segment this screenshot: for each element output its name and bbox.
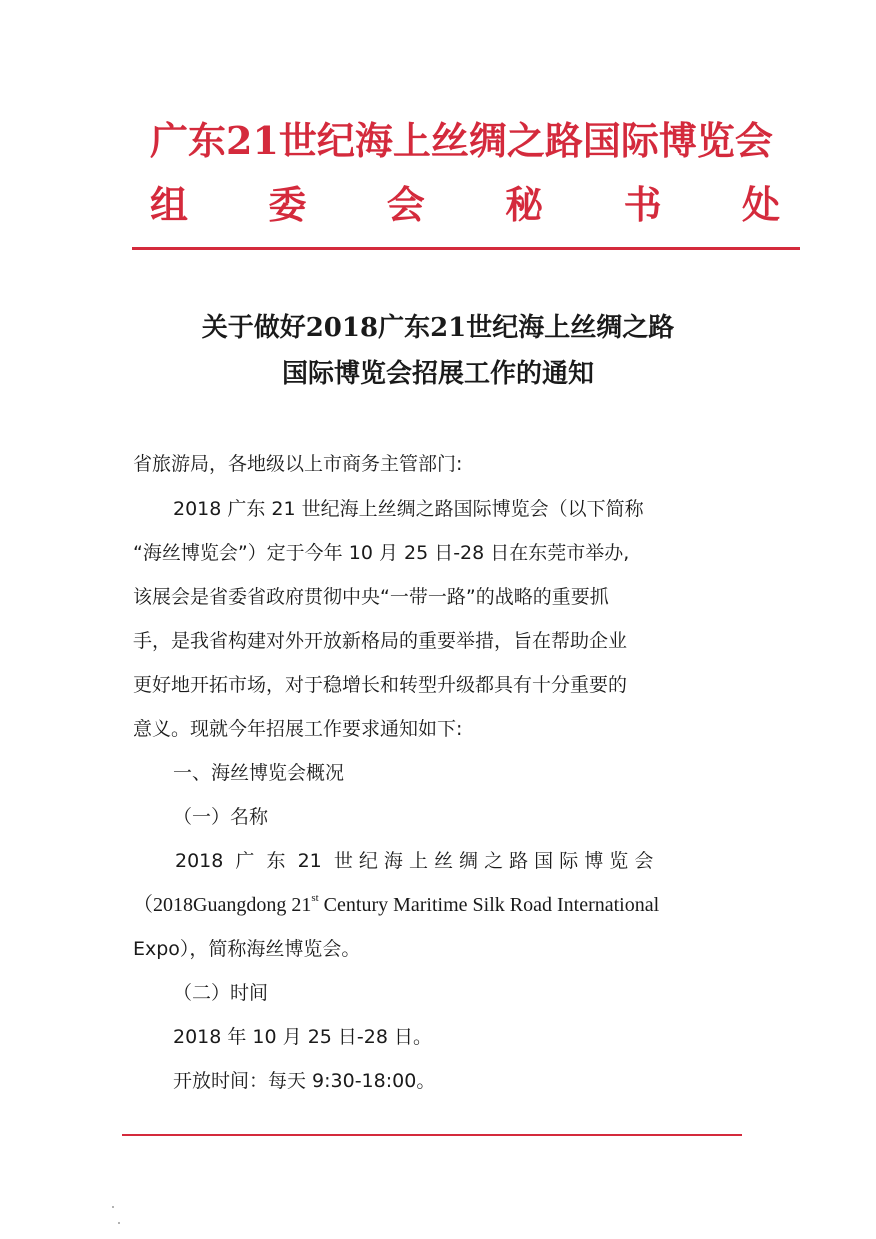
expo-name-english-part: （2018Guangdong 21	[133, 894, 312, 916]
paragraph-line: 手，是我省构建对外开放新格局的重要举措，旨在帮助企业	[133, 630, 628, 652]
expo-name-english-line2: Expo），简称海丝博览会。	[133, 938, 361, 960]
secretariat-char: 组	[150, 182, 189, 227]
section-heading: 一、海丝博览会概况	[173, 762, 345, 784]
paragraph-line: “海丝博览会”）定于今年 10 月 25 日-28 日在东莞市举办,	[133, 542, 630, 564]
document-title-line2: 国际博览会招展工作的通知	[281, 359, 594, 389]
secretariat-char: 委	[268, 182, 307, 227]
opening-hours: 开放时间：每天 9:30-18:00。	[173, 1070, 436, 1092]
expo-name-chinese: 2018 广 东 21 世 纪 海 上 丝 绸 之 路 国 际 博 览 会	[175, 850, 654, 872]
subsection-heading: （一）名称	[173, 806, 269, 828]
paragraph-line: 2018 广东 21 世纪海上丝绸之路国际博览会（以下简称	[173, 498, 644, 520]
paragraph-line: 该展会是省委省政府贯彻中央“一带一路”的战略的重要抓	[133, 586, 609, 608]
expo-name-english	[133, 890, 743, 920]
secretariat-char: 会	[386, 182, 425, 227]
secretariat-label	[150, 180, 780, 230]
paragraph-line: 更好地开拓市场，对于稳增长和转型升级都具有十分重要的	[133, 674, 628, 696]
subsection-heading: （二）时间	[173, 982, 269, 1004]
scan-speck	[112, 1206, 114, 1208]
ordinal-suffix: st	[311, 892, 319, 905]
salutation: 省旅游局，各地级以上市商务主管部门:	[133, 453, 463, 475]
event-dates: 2018 年 10 月 25 日-28 日。	[173, 1026, 432, 1048]
header-divider	[132, 247, 800, 250]
footer-divider	[122, 1134, 742, 1136]
organizer-name: 广东21世纪海上丝绸之路国际博览会	[150, 118, 773, 163]
paragraph-line: 意义。现就今年招展工作要求通知如下:	[133, 718, 463, 740]
secretariat-char: 处	[741, 182, 780, 227]
expo-name-english-part: Century Maritime Silk Road International	[318, 894, 660, 916]
scan-speck	[118, 1222, 120, 1224]
secretariat-char: 书	[623, 182, 662, 227]
document-title-line1: 关于做好2018广东21世纪海上丝绸之路	[201, 313, 675, 343]
secretariat-char: 秘	[505, 182, 544, 227]
